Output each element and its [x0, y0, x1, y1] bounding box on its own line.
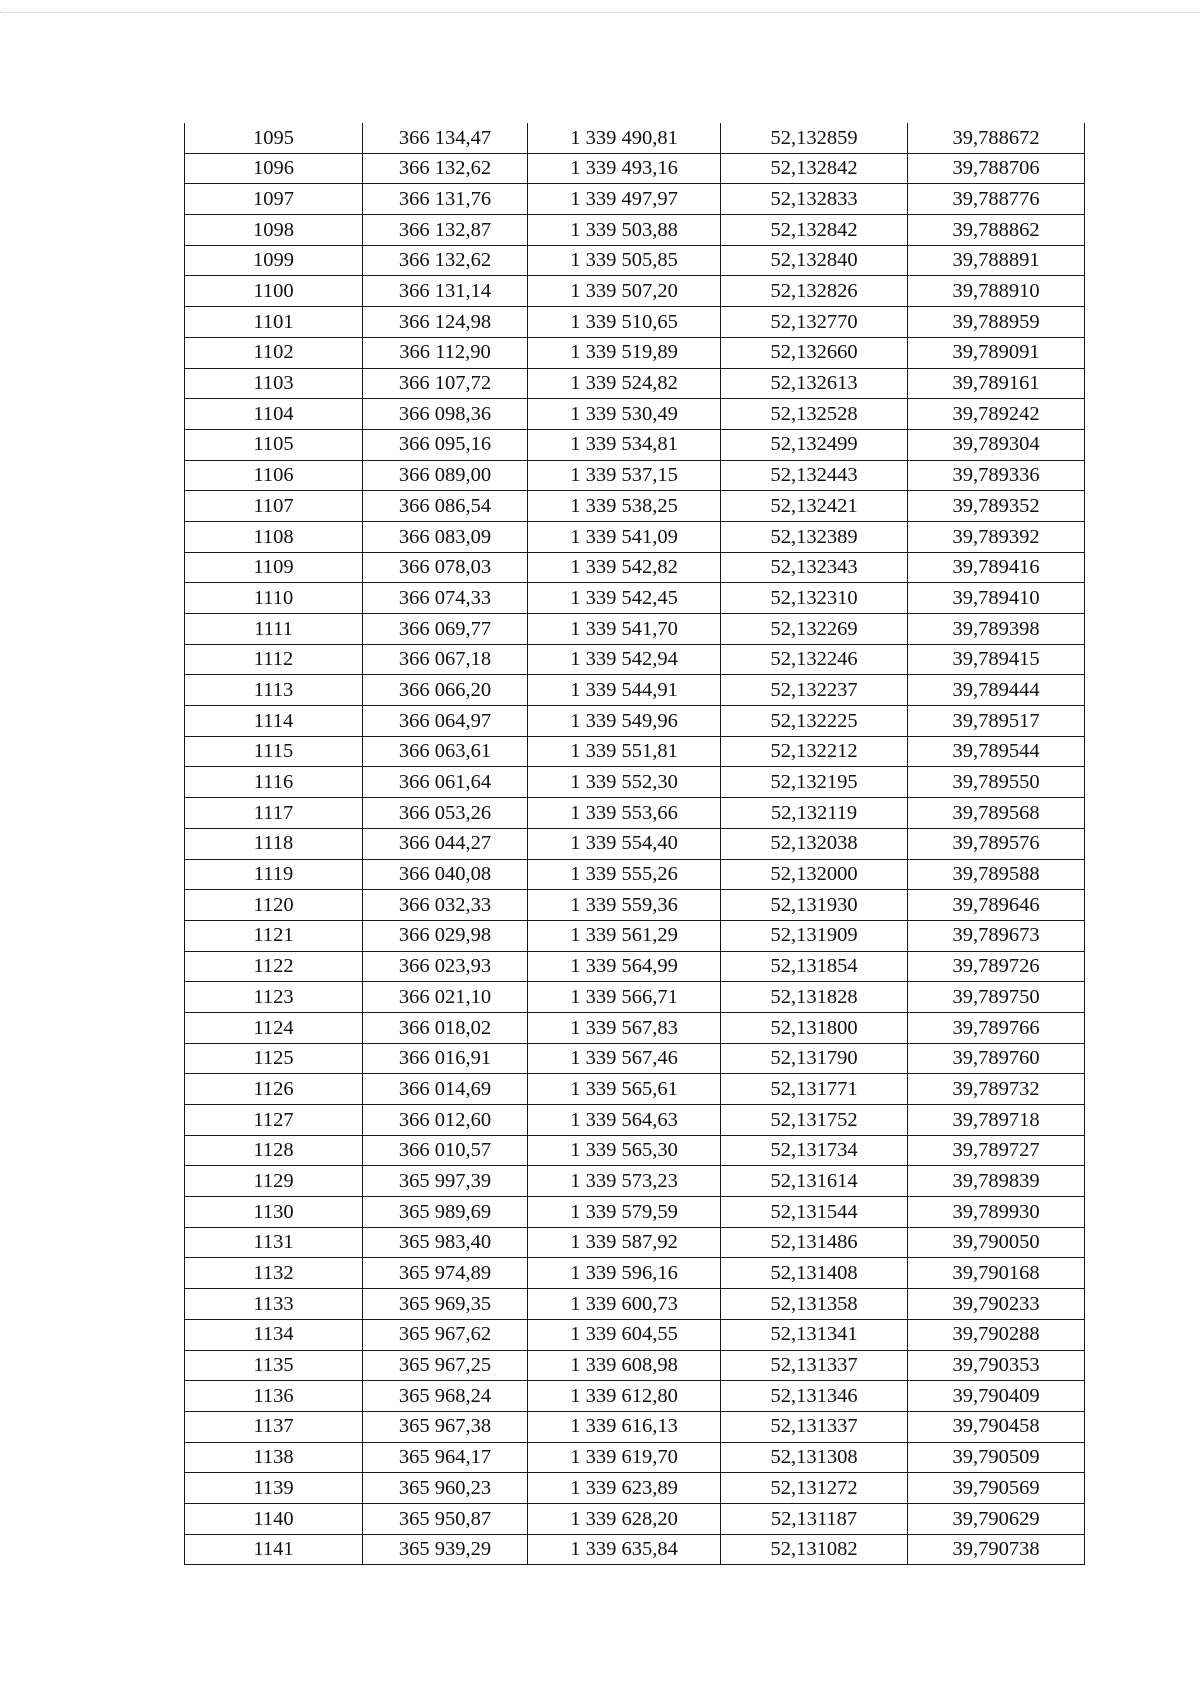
longitude-cell: 39,788910	[908, 276, 1085, 307]
y-coordinate-cell: 1 339 510,65	[528, 307, 721, 338]
y-coordinate-cell: 1 339 565,61	[528, 1074, 721, 1105]
table-row	[185, 1473, 1085, 1504]
y-coordinate-cell: 1 339 538,25	[528, 491, 721, 522]
latitude-cell: 52,131358	[721, 1289, 908, 1320]
table-row	[185, 245, 1085, 276]
latitude-cell: 52,131930	[721, 890, 908, 921]
latitude-cell: 52,132195	[721, 767, 908, 798]
table-row	[185, 552, 1085, 583]
scan-edge-line	[0, 12, 1200, 13]
latitude-cell: 52,132225	[721, 706, 908, 737]
longitude-cell: 39,789416	[908, 552, 1085, 583]
longitude-cell: 39,789750	[908, 982, 1085, 1013]
y-coordinate-cell: 1 339 561,29	[528, 920, 721, 951]
longitude-cell: 39,788776	[908, 184, 1085, 215]
x-coordinate-cell: 366 134,47	[363, 123, 528, 153]
longitude-cell: 39,790458	[908, 1411, 1085, 1442]
latitude-cell: 52,132770	[721, 307, 908, 338]
table-row	[185, 184, 1085, 215]
y-coordinate-cell: 1 339 497,97	[528, 184, 721, 215]
point-number-cell: 1121	[185, 920, 363, 951]
latitude-cell: 52,131486	[721, 1227, 908, 1258]
x-coordinate-cell: 366 112,90	[363, 337, 528, 368]
latitude-cell: 52,131346	[721, 1381, 908, 1412]
y-coordinate-cell: 1 339 551,81	[528, 736, 721, 767]
longitude-cell: 39,788862	[908, 215, 1085, 246]
point-number-cell: 1110	[185, 583, 363, 614]
latitude-cell: 52,132038	[721, 828, 908, 859]
table-row	[185, 644, 1085, 675]
longitude-cell: 39,789398	[908, 614, 1085, 645]
y-coordinate-cell: 1 339 567,83	[528, 1012, 721, 1043]
longitude-cell: 39,789161	[908, 368, 1085, 399]
x-coordinate-cell: 366 131,14	[363, 276, 528, 307]
point-number-cell: 1100	[185, 276, 363, 307]
point-number-cell: 1132	[185, 1258, 363, 1289]
longitude-cell: 39,789839	[908, 1166, 1085, 1197]
longitude-cell: 39,790353	[908, 1350, 1085, 1381]
longitude-cell: 39,790050	[908, 1227, 1085, 1258]
x-coordinate-cell: 366 098,36	[363, 399, 528, 430]
x-coordinate-cell: 365 997,39	[363, 1166, 528, 1197]
point-number-cell: 1113	[185, 675, 363, 706]
x-coordinate-cell: 365 974,89	[363, 1258, 528, 1289]
point-number-cell: 1123	[185, 982, 363, 1013]
x-coordinate-cell: 366 012,60	[363, 1105, 528, 1136]
table-row	[185, 337, 1085, 368]
table-row	[185, 828, 1085, 859]
table-row	[185, 951, 1085, 982]
x-coordinate-cell: 365 964,17	[363, 1442, 528, 1473]
latitude-cell: 52,132660	[721, 337, 908, 368]
longitude-cell: 39,789760	[908, 1043, 1085, 1074]
point-number-cell: 1101	[185, 307, 363, 338]
latitude-cell: 52,132246	[721, 644, 908, 675]
latitude-cell: 52,132613	[721, 368, 908, 399]
table-row	[185, 1258, 1085, 1289]
table-row	[185, 1074, 1085, 1105]
y-coordinate-cell: 1 339 534,81	[528, 429, 721, 460]
latitude-cell: 52,131187	[721, 1503, 908, 1534]
y-coordinate-cell: 1 339 541,70	[528, 614, 721, 645]
longitude-cell: 39,789242	[908, 399, 1085, 430]
y-coordinate-cell: 1 339 596,16	[528, 1258, 721, 1289]
y-coordinate-cell: 1 339 612,80	[528, 1381, 721, 1412]
point-number-cell: 1130	[185, 1197, 363, 1228]
point-number-cell: 1097	[185, 184, 363, 215]
point-number-cell: 1139	[185, 1473, 363, 1504]
point-number-cell: 1114	[185, 706, 363, 737]
x-coordinate-cell: 366 014,69	[363, 1074, 528, 1105]
x-coordinate-cell: 366 086,54	[363, 491, 528, 522]
y-coordinate-cell: 1 339 507,20	[528, 276, 721, 307]
latitude-cell: 52,131790	[721, 1043, 908, 1074]
latitude-cell: 52,131272	[721, 1473, 908, 1504]
latitude-cell: 52,131734	[721, 1135, 908, 1166]
latitude-cell: 52,132842	[721, 215, 908, 246]
coordinates-table-body	[185, 123, 1085, 1565]
x-coordinate-cell: 366 089,00	[363, 460, 528, 491]
y-coordinate-cell: 1 339 635,84	[528, 1534, 721, 1565]
table-row	[185, 767, 1085, 798]
longitude-cell: 39,788706	[908, 153, 1085, 184]
table-row	[185, 1411, 1085, 1442]
point-number-cell: 1117	[185, 798, 363, 829]
latitude-cell: 52,132528	[721, 399, 908, 430]
longitude-cell: 39,789410	[908, 583, 1085, 614]
y-coordinate-cell: 1 339 587,92	[528, 1227, 721, 1258]
x-coordinate-cell: 366 078,03	[363, 552, 528, 583]
point-number-cell: 1136	[185, 1381, 363, 1412]
longitude-cell: 39,789415	[908, 644, 1085, 675]
x-coordinate-cell: 365 983,40	[363, 1227, 528, 1258]
point-number-cell: 1106	[185, 460, 363, 491]
point-number-cell: 1112	[185, 644, 363, 675]
y-coordinate-cell: 1 339 553,66	[528, 798, 721, 829]
y-coordinate-cell: 1 339 503,88	[528, 215, 721, 246]
y-coordinate-cell: 1 339 541,09	[528, 521, 721, 552]
longitude-cell: 39,789576	[908, 828, 1085, 859]
point-number-cell: 1133	[185, 1289, 363, 1320]
point-number-cell: 1107	[185, 491, 363, 522]
longitude-cell: 39,790409	[908, 1381, 1085, 1412]
x-coordinate-cell: 366 067,18	[363, 644, 528, 675]
table-row	[185, 460, 1085, 491]
latitude-cell: 52,132119	[721, 798, 908, 829]
latitude-cell: 52,131771	[721, 1074, 908, 1105]
latitude-cell: 52,131854	[721, 951, 908, 982]
table-row	[185, 675, 1085, 706]
y-coordinate-cell: 1 339 604,55	[528, 1319, 721, 1350]
x-coordinate-cell: 366 069,77	[363, 614, 528, 645]
point-number-cell: 1118	[185, 828, 363, 859]
y-coordinate-cell: 1 339 628,20	[528, 1503, 721, 1534]
longitude-cell: 39,790738	[908, 1534, 1085, 1565]
y-coordinate-cell: 1 339 519,89	[528, 337, 721, 368]
longitude-cell: 39,789091	[908, 337, 1085, 368]
point-number-cell: 1111	[185, 614, 363, 645]
point-number-cell: 1131	[185, 1227, 363, 1258]
longitude-cell: 39,790569	[908, 1473, 1085, 1504]
x-coordinate-cell: 366 124,98	[363, 307, 528, 338]
table-row	[185, 1166, 1085, 1197]
x-coordinate-cell: 366 095,16	[363, 429, 528, 460]
point-number-cell: 1126	[185, 1074, 363, 1105]
y-coordinate-cell: 1 339 564,63	[528, 1105, 721, 1136]
x-coordinate-cell: 366 053,26	[363, 798, 528, 829]
x-coordinate-cell: 366 107,72	[363, 368, 528, 399]
point-number-cell: 1137	[185, 1411, 363, 1442]
x-coordinate-cell: 366 064,97	[363, 706, 528, 737]
y-coordinate-cell: 1 339 565,30	[528, 1135, 721, 1166]
y-coordinate-cell: 1 339 623,89	[528, 1473, 721, 1504]
latitude-cell: 52,132269	[721, 614, 908, 645]
y-coordinate-cell: 1 339 552,30	[528, 767, 721, 798]
latitude-cell: 52,132859	[721, 123, 908, 153]
longitude-cell: 39,790288	[908, 1319, 1085, 1350]
longitude-cell: 39,789766	[908, 1012, 1085, 1043]
table-row	[185, 1503, 1085, 1534]
latitude-cell: 52,131909	[721, 920, 908, 951]
latitude-cell: 52,131337	[721, 1350, 908, 1381]
y-coordinate-cell: 1 339 493,16	[528, 153, 721, 184]
table-row	[185, 1381, 1085, 1412]
table-row	[185, 1289, 1085, 1320]
point-number-cell: 1115	[185, 736, 363, 767]
point-number-cell: 1127	[185, 1105, 363, 1136]
y-coordinate-cell: 1 339 567,46	[528, 1043, 721, 1074]
latitude-cell: 52,131408	[721, 1258, 908, 1289]
latitude-cell: 52,132499	[721, 429, 908, 460]
table-row	[185, 736, 1085, 767]
longitude-cell: 39,789336	[908, 460, 1085, 491]
point-number-cell: 1119	[185, 859, 363, 890]
y-coordinate-cell: 1 339 505,85	[528, 245, 721, 276]
x-coordinate-cell: 366 063,61	[363, 736, 528, 767]
table-row	[185, 890, 1085, 921]
latitude-cell: 52,132310	[721, 583, 908, 614]
table-row	[185, 1442, 1085, 1473]
table-row	[185, 368, 1085, 399]
x-coordinate-cell: 366 010,57	[363, 1135, 528, 1166]
y-coordinate-cell: 1 339 566,71	[528, 982, 721, 1013]
table-row	[185, 1197, 1085, 1228]
x-coordinate-cell: 366 018,02	[363, 1012, 528, 1043]
latitude-cell: 52,132237	[721, 675, 908, 706]
table-row	[185, 1105, 1085, 1136]
x-coordinate-cell: 366 023,93	[363, 951, 528, 982]
table-row	[185, 153, 1085, 184]
table-row	[185, 982, 1085, 1013]
point-number-cell: 1140	[185, 1503, 363, 1534]
longitude-cell: 39,789444	[908, 675, 1085, 706]
point-number-cell: 1116	[185, 767, 363, 798]
y-coordinate-cell: 1 339 600,73	[528, 1289, 721, 1320]
table-row	[185, 123, 1085, 153]
table-row	[185, 521, 1085, 552]
longitude-cell: 39,789588	[908, 859, 1085, 890]
table-row	[185, 583, 1085, 614]
longitude-cell: 39,790168	[908, 1258, 1085, 1289]
latitude-cell: 52,131308	[721, 1442, 908, 1473]
table-row	[185, 798, 1085, 829]
latitude-cell: 52,132000	[721, 859, 908, 890]
x-coordinate-cell: 365 989,69	[363, 1197, 528, 1228]
y-coordinate-cell: 1 339 559,36	[528, 890, 721, 921]
longitude-cell: 39,789544	[908, 736, 1085, 767]
table-row	[185, 706, 1085, 737]
x-coordinate-cell: 366 132,62	[363, 245, 528, 276]
longitude-cell: 39,789517	[908, 706, 1085, 737]
table-row	[185, 1350, 1085, 1381]
x-coordinate-cell: 366 029,98	[363, 920, 528, 951]
y-coordinate-cell: 1 339 490,81	[528, 123, 721, 153]
point-number-cell: 1124	[185, 1012, 363, 1043]
x-coordinate-cell: 365 967,38	[363, 1411, 528, 1442]
longitude-cell: 39,788959	[908, 307, 1085, 338]
point-number-cell: 1103	[185, 368, 363, 399]
latitude-cell: 52,131341	[721, 1319, 908, 1350]
x-coordinate-cell: 366 021,10	[363, 982, 528, 1013]
longitude-cell: 39,789930	[908, 1197, 1085, 1228]
point-number-cell: 1120	[185, 890, 363, 921]
x-coordinate-cell: 365 939,29	[363, 1534, 528, 1565]
y-coordinate-cell: 1 339 544,91	[528, 675, 721, 706]
x-coordinate-cell: 366 044,27	[363, 828, 528, 859]
latitude-cell: 52,132421	[721, 491, 908, 522]
table-row	[185, 429, 1085, 460]
x-coordinate-cell: 365 960,23	[363, 1473, 528, 1504]
x-coordinate-cell: 366 016,91	[363, 1043, 528, 1074]
point-number-cell: 1134	[185, 1319, 363, 1350]
latitude-cell: 52,132840	[721, 245, 908, 276]
point-number-cell: 1122	[185, 951, 363, 982]
latitude-cell: 52,132842	[721, 153, 908, 184]
longitude-cell: 39,789673	[908, 920, 1085, 951]
y-coordinate-cell: 1 339 619,70	[528, 1442, 721, 1473]
x-coordinate-cell: 366 132,62	[363, 153, 528, 184]
coordinates-table	[184, 123, 1085, 1565]
table-row	[185, 1135, 1085, 1166]
x-coordinate-cell: 365 950,87	[363, 1503, 528, 1534]
latitude-cell: 52,131614	[721, 1166, 908, 1197]
longitude-cell: 39,789392	[908, 521, 1085, 552]
latitude-cell: 52,132826	[721, 276, 908, 307]
longitude-cell: 39,789646	[908, 890, 1085, 921]
table-row	[185, 859, 1085, 890]
x-coordinate-cell: 365 969,35	[363, 1289, 528, 1320]
point-number-cell: 1105	[185, 429, 363, 460]
point-number-cell: 1129	[185, 1166, 363, 1197]
x-coordinate-cell: 366 132,87	[363, 215, 528, 246]
longitude-cell: 39,789352	[908, 491, 1085, 522]
y-coordinate-cell: 1 339 573,23	[528, 1166, 721, 1197]
y-coordinate-cell: 1 339 549,96	[528, 706, 721, 737]
point-number-cell: 1125	[185, 1043, 363, 1074]
longitude-cell: 39,790233	[908, 1289, 1085, 1320]
longitude-cell: 39,789718	[908, 1105, 1085, 1136]
longitude-cell: 39,789550	[908, 767, 1085, 798]
x-coordinate-cell: 365 968,24	[363, 1381, 528, 1412]
longitude-cell: 39,789732	[908, 1074, 1085, 1105]
table-row	[185, 1012, 1085, 1043]
longitude-cell: 39,789727	[908, 1135, 1085, 1166]
x-coordinate-cell: 366 061,64	[363, 767, 528, 798]
point-number-cell: 1096	[185, 153, 363, 184]
x-coordinate-cell: 365 967,62	[363, 1319, 528, 1350]
point-number-cell: 1135	[185, 1350, 363, 1381]
y-coordinate-cell: 1 339 542,82	[528, 552, 721, 583]
table-row	[185, 920, 1085, 951]
latitude-cell: 52,131828	[721, 982, 908, 1013]
latitude-cell: 52,132833	[721, 184, 908, 215]
latitude-cell: 52,132443	[721, 460, 908, 491]
y-coordinate-cell: 1 339 537,15	[528, 460, 721, 491]
x-coordinate-cell: 366 083,09	[363, 521, 528, 552]
latitude-cell: 52,131337	[721, 1411, 908, 1442]
table-row	[185, 1534, 1085, 1565]
latitude-cell: 52,132212	[721, 736, 908, 767]
point-number-cell: 1128	[185, 1135, 363, 1166]
longitude-cell: 39,789304	[908, 429, 1085, 460]
table-row	[185, 276, 1085, 307]
longitude-cell: 39,790509	[908, 1442, 1085, 1473]
y-coordinate-cell: 1 339 616,13	[528, 1411, 721, 1442]
longitude-cell: 39,788672	[908, 123, 1085, 153]
table-row	[185, 614, 1085, 645]
y-coordinate-cell: 1 339 524,82	[528, 368, 721, 399]
longitude-cell: 39,790629	[908, 1503, 1085, 1534]
table-row	[185, 1227, 1085, 1258]
table-row	[185, 399, 1085, 430]
latitude-cell: 52,131544	[721, 1197, 908, 1228]
longitude-cell: 39,789568	[908, 798, 1085, 829]
point-number-cell: 1104	[185, 399, 363, 430]
point-number-cell: 1095	[185, 123, 363, 153]
longitude-cell: 39,788891	[908, 245, 1085, 276]
x-coordinate-cell: 366 131,76	[363, 184, 528, 215]
point-number-cell: 1098	[185, 215, 363, 246]
table-row	[185, 1319, 1085, 1350]
x-coordinate-cell: 366 066,20	[363, 675, 528, 706]
point-number-cell: 1099	[185, 245, 363, 276]
point-number-cell: 1138	[185, 1442, 363, 1473]
y-coordinate-cell: 1 339 579,59	[528, 1197, 721, 1228]
table-row	[185, 307, 1085, 338]
y-coordinate-cell: 1 339 564,99	[528, 951, 721, 982]
point-number-cell: 1102	[185, 337, 363, 368]
y-coordinate-cell: 1 339 542,45	[528, 583, 721, 614]
longitude-cell: 39,789726	[908, 951, 1085, 982]
latitude-cell: 52,131752	[721, 1105, 908, 1136]
point-number-cell: 1108	[185, 521, 363, 552]
x-coordinate-cell: 366 040,08	[363, 859, 528, 890]
latitude-cell: 52,132389	[721, 521, 908, 552]
y-coordinate-cell: 1 339 530,49	[528, 399, 721, 430]
y-coordinate-cell: 1 339 555,26	[528, 859, 721, 890]
latitude-cell: 52,131082	[721, 1534, 908, 1565]
table-row	[185, 215, 1085, 246]
x-coordinate-cell: 366 074,33	[363, 583, 528, 614]
table-row	[185, 491, 1085, 522]
latitude-cell: 52,131800	[721, 1012, 908, 1043]
table-row	[185, 1043, 1085, 1074]
y-coordinate-cell: 1 339 608,98	[528, 1350, 721, 1381]
x-coordinate-cell: 365 967,25	[363, 1350, 528, 1381]
y-coordinate-cell: 1 339 542,94	[528, 644, 721, 675]
point-number-cell: 1141	[185, 1534, 363, 1565]
y-coordinate-cell: 1 339 554,40	[528, 828, 721, 859]
latitude-cell: 52,132343	[721, 552, 908, 583]
point-number-cell: 1109	[185, 552, 363, 583]
x-coordinate-cell: 366 032,33	[363, 890, 528, 921]
